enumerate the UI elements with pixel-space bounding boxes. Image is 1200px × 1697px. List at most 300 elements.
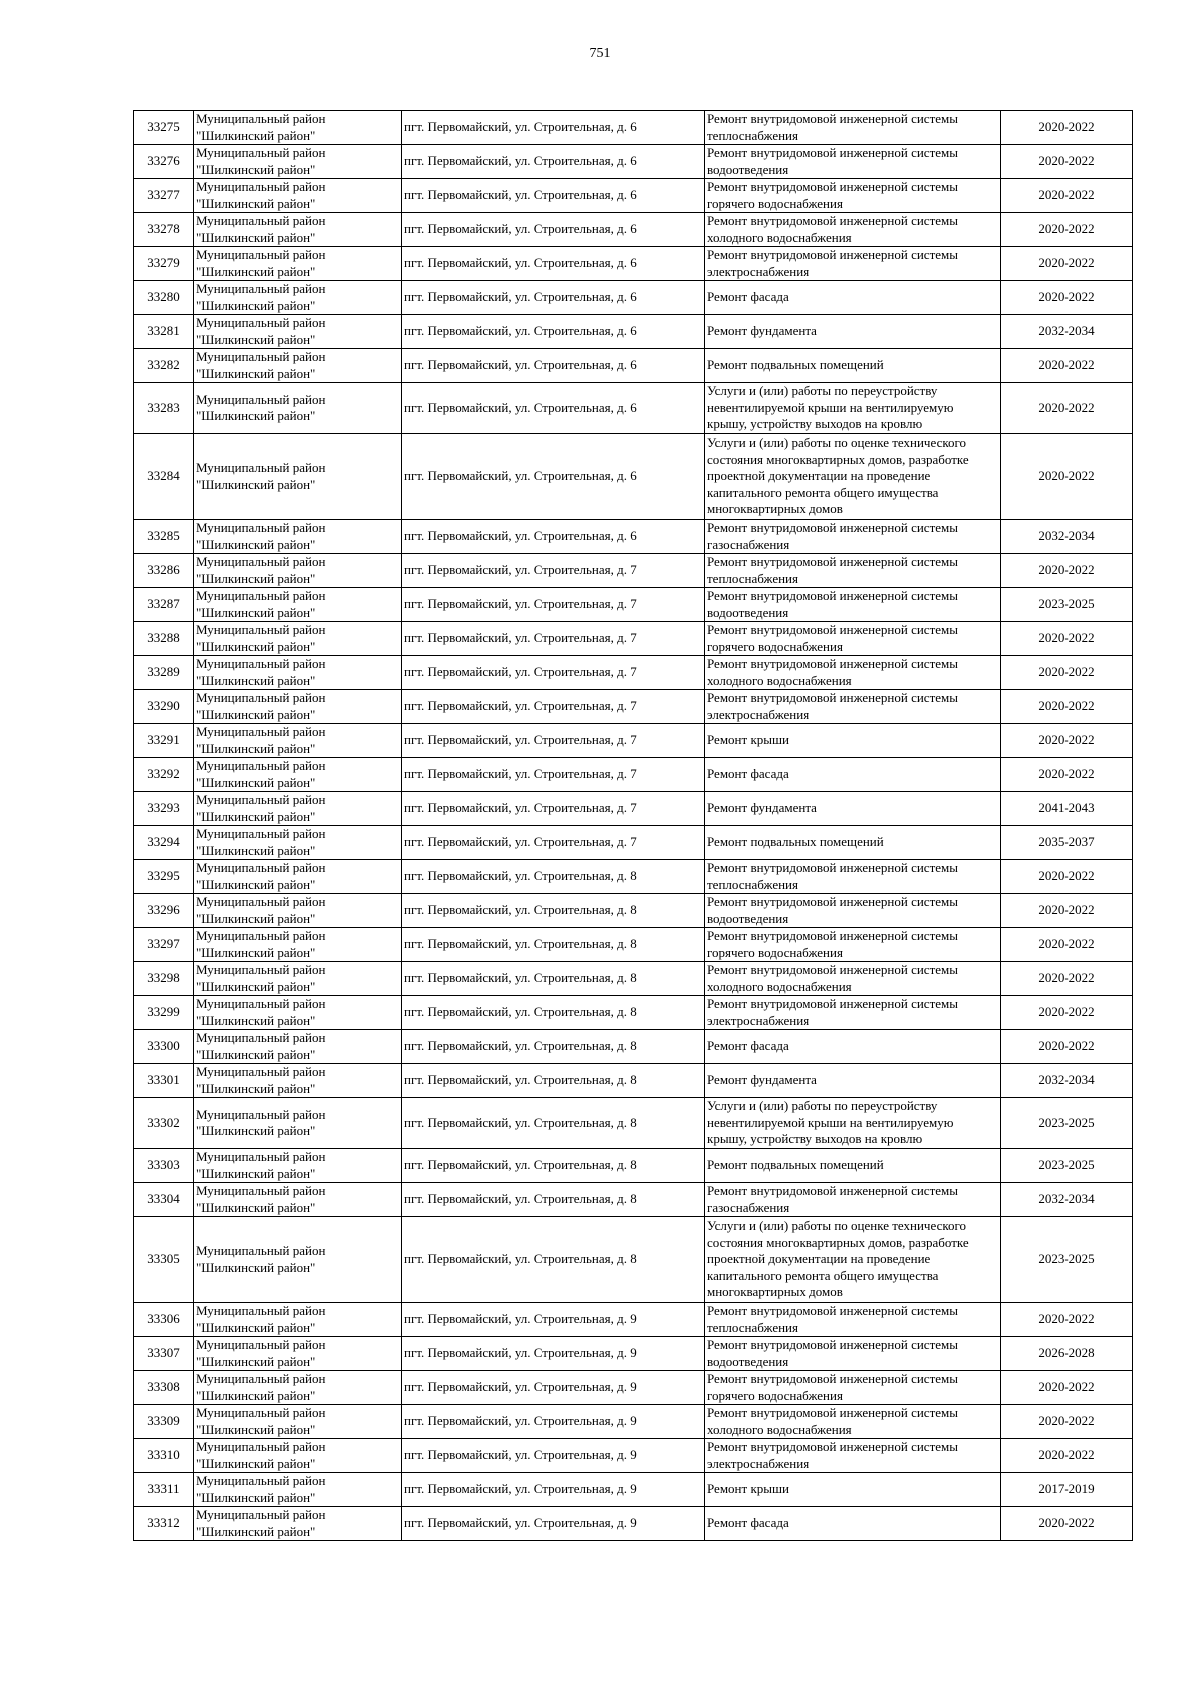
municipality-line: "Шилкинский район" (196, 706, 316, 722)
table-row (134, 111, 1133, 145)
work-type-cell (705, 1303, 1001, 1337)
table-row (134, 554, 1133, 588)
table-row (134, 1371, 1133, 1405)
table-row (134, 247, 1133, 281)
municipality-cell (194, 758, 402, 792)
table-row (134, 213, 1133, 247)
municipality-line: Муниципальный район (196, 928, 326, 943)
municipality-line: "Шилкинский район" (196, 604, 316, 620)
row-number: 33296 (134, 894, 194, 928)
address-cell: пгт. Первомайский, ул. Строительная, д. 8 (402, 860, 705, 894)
work-type-cell (705, 520, 1001, 554)
row-number: 33275 (134, 111, 194, 145)
municipality-cell (194, 826, 402, 860)
period-cell: 2023-2025 (1001, 1149, 1133, 1183)
table-row (134, 928, 1133, 962)
work-type-line: Ремонт внутридомовой инженерной системы (707, 928, 958, 943)
work-type-line: Ремонт внутридомовой инженерной системы (707, 1183, 958, 1198)
address-cell: пгт. Первомайский, ул. Строительная, д. 7 (402, 656, 705, 690)
municipality-cell (194, 434, 402, 520)
work-type-line: водоотведения (707, 910, 789, 926)
address-cell: пгт. Первомайский, ул. Строительная, д. 7 (402, 724, 705, 758)
municipality-line: "Шилкинский район" (196, 476, 316, 492)
address-cell: пгт. Первомайский, ул. Строительная, д. 6 (402, 179, 705, 213)
municipality-line: "Шилкинский район" (196, 161, 316, 177)
table-row (134, 622, 1133, 656)
municipality-line: Муниципальный район (196, 860, 326, 875)
municipality-line: Муниципальный район (196, 1149, 326, 1164)
row-number: 33283 (134, 383, 194, 434)
work-type-line: электроснабжения (707, 1012, 810, 1028)
row-number: 33291 (134, 724, 194, 758)
work-type-line: Ремонт внутридомовой инженерной системы (707, 520, 958, 535)
municipality-line: "Шилкинский район" (196, 910, 316, 926)
work-type-cell (705, 179, 1001, 213)
table-row (134, 281, 1133, 315)
work-type-cell (705, 1030, 1001, 1064)
row-number: 33276 (134, 145, 194, 179)
row-number: 33306 (134, 1303, 194, 1337)
row-number: 33300 (134, 1030, 194, 1064)
municipality-line: Муниципальный район (196, 349, 326, 364)
work-type-line: состояния многоквартирных домов, разработке (707, 1234, 969, 1250)
table-row (134, 690, 1133, 724)
repair-schedule-table (133, 110, 1133, 1541)
period-cell: 2023-2025 (1001, 588, 1133, 622)
municipality-line: Муниципальный район (196, 758, 326, 773)
address-cell: пгт. Первомайский, ул. Строительная, д. 8 (402, 1064, 705, 1098)
row-number: 33279 (134, 247, 194, 281)
work-type-cell (705, 860, 1001, 894)
row-number: 33302 (134, 1098, 194, 1149)
municipality-line: Муниципальный район (196, 1030, 326, 1045)
municipality-line: "Шилкинский район" (196, 127, 316, 143)
period-cell: 2023-2025 (1001, 1217, 1133, 1303)
table-row (134, 758, 1133, 792)
work-type-line: Услуги и (или) работы по оценке технического (707, 1218, 966, 1234)
municipality-line: "Шилкинский район" (196, 1259, 316, 1275)
municipality-line: "Шилкинский район" (196, 638, 316, 654)
work-type-cell (705, 928, 1001, 962)
address-cell: пгт. Первомайский, ул. Строительная, д. 8 (402, 1217, 705, 1303)
row-number: 33312 (134, 1507, 194, 1541)
row-number: 33286 (134, 554, 194, 588)
municipality-line: Муниципальный район (196, 1303, 326, 1318)
work-type-line: Ремонт внутридомовой инженерной системы (707, 962, 958, 977)
municipality-line: "Шилкинский район" (196, 876, 316, 892)
municipality-line: "Шилкинский район" (196, 263, 316, 279)
row-number: 33280 (134, 281, 194, 315)
period-cell: 2020-2022 (1001, 434, 1133, 520)
period-cell: 2020-2022 (1001, 996, 1133, 1030)
municipality-line: Муниципальный район (196, 962, 326, 977)
work-type-line: Ремонт внутридомовой инженерной системы (707, 1439, 958, 1454)
address-cell: пгт. Первомайский, ул. Строительная, д. 6 (402, 281, 705, 315)
municipality-cell (194, 1098, 402, 1149)
work-type-line: Ремонт внутридомовой инженерной системы (707, 213, 958, 228)
work-type-cell (705, 315, 1001, 349)
address-cell: пгт. Первомайский, ул. Строительная, д. 8 (402, 894, 705, 928)
row-number: 33284 (134, 434, 194, 520)
municipality-line: "Шилкинский район" (196, 1319, 316, 1335)
period-cell: 2020-2022 (1001, 349, 1133, 383)
row-number: 33310 (134, 1439, 194, 1473)
work-type-cell (705, 1507, 1001, 1541)
table-body (134, 111, 1133, 1541)
row-number: 33282 (134, 349, 194, 383)
work-type-cell (705, 213, 1001, 247)
municipality-line: Муниципальный район (196, 391, 326, 407)
municipality-cell (194, 111, 402, 145)
municipality-line: Муниципальный район (196, 996, 326, 1011)
municipality-cell (194, 247, 402, 281)
municipality-line: Муниципальный район (196, 894, 326, 909)
municipality-cell (194, 213, 402, 247)
work-type-cell (705, 1371, 1001, 1405)
municipality-line: "Шилкинский район" (196, 570, 316, 586)
period-cell: 2020-2022 (1001, 962, 1133, 996)
municipality-cell (194, 179, 402, 213)
work-type-line: Ремонт фундамента (707, 323, 817, 339)
work-type-line: Ремонт крыши (707, 1481, 789, 1497)
municipality-line: "Шилкинский район" (196, 1523, 316, 1539)
row-number: 33305 (134, 1217, 194, 1303)
municipality-cell (194, 1064, 402, 1098)
row-number: 33292 (134, 758, 194, 792)
address-cell: пгт. Первомайский, ул. Строительная, д. 8 (402, 996, 705, 1030)
municipality-cell (194, 1149, 402, 1183)
municipality-line: Муниципальный район (196, 1106, 326, 1122)
work-type-cell (705, 724, 1001, 758)
address-cell: пгт. Первомайский, ул. Строительная, д. 7 (402, 622, 705, 656)
municipality-cell (194, 724, 402, 758)
work-type-line: проектной документации на проведение (707, 1251, 931, 1267)
table-row (134, 894, 1133, 928)
municipality-line: Муниципальный район (196, 656, 326, 671)
work-type-cell (705, 554, 1001, 588)
table-row (134, 1405, 1133, 1439)
address-cell: пгт. Первомайский, ул. Строительная, д. 9 (402, 1405, 705, 1439)
work-type-line: Ремонт внутридомовой инженерной системы (707, 894, 958, 909)
table-row (134, 315, 1133, 349)
work-type-line: водоотведения (707, 161, 789, 177)
table-row (134, 1303, 1133, 1337)
row-number: 33287 (134, 588, 194, 622)
work-type-line: Ремонт внутридомовой инженерной системы (707, 690, 958, 705)
work-type-line: электроснабжения (707, 1455, 810, 1471)
table-row (134, 996, 1133, 1030)
work-type-line: водоотведения (707, 604, 789, 620)
address-cell: пгт. Первомайский, ул. Строительная, д. 7 (402, 588, 705, 622)
municipality-line: "Шилкинский район" (196, 331, 316, 347)
address-cell: пгт. Первомайский, ул. Строительная, д. 6 (402, 145, 705, 179)
address-cell: пгт. Первомайский, ул. Строительная, д. 7 (402, 826, 705, 860)
address-cell: пгт. Первомайский, ул. Строительная, д. 8 (402, 1149, 705, 1183)
period-cell: 2032-2034 (1001, 1064, 1133, 1098)
work-type-line: Услуги и (или) работы по переустройству (707, 1098, 938, 1114)
row-number: 33285 (134, 520, 194, 554)
work-type-cell (705, 588, 1001, 622)
period-cell: 2020-2022 (1001, 1405, 1133, 1439)
table-row (134, 434, 1133, 520)
row-number: 33278 (134, 213, 194, 247)
municipality-line: "Шилкинский район" (196, 297, 316, 313)
period-cell: 2020-2022 (1001, 1371, 1133, 1405)
work-type-line: Ремонт внутридомовой инженерной системы (707, 860, 958, 875)
municipality-cell (194, 1405, 402, 1439)
municipality-cell (194, 1217, 402, 1303)
municipality-line: Муниципальный район (196, 1371, 326, 1386)
municipality-line: "Шилкинский район" (196, 944, 316, 960)
table-row (134, 1337, 1133, 1371)
municipality-line: Муниципальный район (196, 1243, 326, 1258)
address-cell: пгт. Первомайский, ул. Строительная, д. 6 (402, 111, 705, 145)
municipality-line: Муниципальный район (196, 1473, 326, 1488)
work-type-line: Ремонт внутридомовой инженерной системы (707, 996, 958, 1011)
work-type-line: холодного водоснабжения (707, 229, 852, 245)
period-cell: 2020-2022 (1001, 383, 1133, 434)
work-type-line: электроснабжения (707, 263, 810, 279)
municipality-cell (194, 690, 402, 724)
municipality-line: Муниципальный район (196, 179, 326, 194)
municipality-cell (194, 1337, 402, 1371)
work-type-line: Ремонт внутридомовой инженерной системы (707, 111, 958, 126)
table-row (134, 826, 1133, 860)
work-type-line: Ремонт внутридомовой инженерной системы (707, 588, 958, 603)
work-type-line: холодного водоснабжения (707, 1421, 852, 1437)
municipality-cell (194, 928, 402, 962)
municipality-line: Муниципальный район (196, 111, 326, 126)
period-cell: 2023-2025 (1001, 1098, 1133, 1149)
municipality-cell (194, 315, 402, 349)
table-row (134, 724, 1133, 758)
municipality-cell (194, 383, 402, 434)
work-type-cell (705, 622, 1001, 656)
municipality-line: Муниципальный район (196, 315, 326, 330)
work-type-line: Ремонт внутридомовой инженерной системы (707, 145, 958, 160)
address-cell: пгт. Первомайский, ул. Строительная, д. 9 (402, 1439, 705, 1473)
work-type-cell (705, 383, 1001, 434)
table-row (134, 383, 1133, 434)
row-number: 33281 (134, 315, 194, 349)
municipality-cell (194, 622, 402, 656)
address-cell: пгт. Первомайский, ул. Строительная, д. 7 (402, 690, 705, 724)
work-type-cell (705, 1473, 1001, 1507)
work-type-line: Ремонт фундамента (707, 800, 817, 816)
work-type-line: Ремонт фасада (707, 766, 789, 782)
table-row (134, 656, 1133, 690)
row-number: 33298 (134, 962, 194, 996)
table-row (134, 1064, 1133, 1098)
municipality-cell (194, 281, 402, 315)
municipality-cell (194, 1303, 402, 1337)
period-cell: 2020-2022 (1001, 145, 1133, 179)
municipality-cell (194, 656, 402, 690)
work-type-line: горячего водоснабжения (707, 195, 843, 211)
address-cell: пгт. Первомайский, ул. Строительная, д. 8 (402, 962, 705, 996)
work-type-line: электроснабжения (707, 706, 810, 722)
table-row (134, 1507, 1133, 1541)
work-type-cell (705, 434, 1001, 520)
table-row (134, 179, 1133, 213)
municipality-line: Муниципальный район (196, 1183, 326, 1198)
municipality-line: "Шилкинский район" (196, 1421, 316, 1437)
work-type-line: Ремонт внутридомовой инженерной системы (707, 1337, 958, 1352)
period-cell: 2032-2034 (1001, 520, 1133, 554)
work-type-cell (705, 1439, 1001, 1473)
page-number: 751 (589, 46, 611, 61)
municipality-line: Муниципальный район (196, 826, 326, 841)
municipality-line: "Шилкинский район" (196, 1046, 316, 1062)
period-cell: 2020-2022 (1001, 1303, 1133, 1337)
work-type-line: Ремонт фасада (707, 289, 789, 305)
municipality-line: "Шилкинский район" (196, 1387, 316, 1403)
period-cell: 2017-2019 (1001, 1473, 1133, 1507)
work-type-cell (705, 690, 1001, 724)
work-type-line: Ремонт подвальных помещений (707, 834, 884, 850)
work-type-line: Ремонт внутридомовой инженерной системы (707, 554, 958, 569)
work-type-cell (705, 1337, 1001, 1371)
period-cell: 2020-2022 (1001, 724, 1133, 758)
work-type-cell (705, 996, 1001, 1030)
municipality-line: "Шилкинский район" (196, 195, 316, 211)
period-cell: 2020-2022 (1001, 656, 1133, 690)
work-type-cell (705, 1217, 1001, 1303)
municipality-line: Муниципальный район (196, 281, 326, 296)
address-cell: пгт. Первомайский, ул. Строительная, д. 8 (402, 1030, 705, 1064)
address-cell: пгт. Первомайский, ул. Строительная, д. 6 (402, 434, 705, 520)
municipality-cell (194, 792, 402, 826)
municipality-cell (194, 860, 402, 894)
municipality-line: Муниципальный район (196, 690, 326, 705)
municipality-line: "Шилкинский район" (196, 1165, 316, 1181)
address-cell: пгт. Первомайский, ул. Строительная, д. 6 (402, 315, 705, 349)
row-number: 33295 (134, 860, 194, 894)
work-type-cell (705, 758, 1001, 792)
address-cell: пгт. Первомайский, ул. Строительная, д. 7 (402, 792, 705, 826)
municipality-line: Муниципальный район (196, 213, 326, 228)
period-cell: 2020-2022 (1001, 213, 1133, 247)
municipality-line: "Шилкинский район" (196, 1080, 316, 1096)
municipality-line: "Шилкинский район" (196, 740, 316, 756)
table-row (134, 1183, 1133, 1217)
municipality-line: Муниципальный район (196, 792, 326, 807)
table-row (134, 1217, 1133, 1303)
address-cell: пгт. Первомайский, ул. Строительная, д. 6 (402, 349, 705, 383)
work-type-cell (705, 894, 1001, 928)
address-cell: пгт. Первомайский, ул. Строительная, д. 9 (402, 1303, 705, 1337)
address-cell: пгт. Первомайский, ул. Строительная, д. 9 (402, 1337, 705, 1371)
row-number: 33288 (134, 622, 194, 656)
municipality-line: "Шилкинский район" (196, 978, 316, 994)
work-type-line: Ремонт внутридомовой инженерной системы (707, 656, 958, 671)
row-number: 33307 (134, 1337, 194, 1371)
work-type-line: крышу, устройству выходов на кровлю (707, 416, 923, 432)
work-type-cell (705, 1064, 1001, 1098)
work-type-line: холодного водоснабжения (707, 672, 852, 688)
work-type-line: невентилируемой крыши на вентилируемую (707, 399, 954, 415)
period-cell: 2035-2037 (1001, 826, 1133, 860)
municipality-cell (194, 1439, 402, 1473)
period-cell: 2020-2022 (1001, 1507, 1133, 1541)
work-type-cell (705, 111, 1001, 145)
row-number: 33297 (134, 928, 194, 962)
work-type-line: горячего водоснабжения (707, 1387, 843, 1403)
address-cell: пгт. Первомайский, ул. Строительная, д. 6 (402, 213, 705, 247)
table-row (134, 1098, 1133, 1149)
row-number: 33311 (134, 1473, 194, 1507)
municipality-line: "Шилкинский район" (196, 408, 316, 423)
work-type-line: Ремонт фасада (707, 1038, 789, 1054)
municipality-cell (194, 894, 402, 928)
row-number: 33277 (134, 179, 194, 213)
period-cell: 2020-2022 (1001, 758, 1133, 792)
work-type-line: газоснабжения (707, 536, 790, 552)
work-type-line: Ремонт внутридомовой инженерной системы (707, 1405, 958, 1420)
work-type-line: Ремонт фасада (707, 1515, 789, 1531)
table-row (134, 1439, 1133, 1473)
period-cell: 2020-2022 (1001, 894, 1133, 928)
address-cell: пгт. Первомайский, ул. Строительная, д. 8 (402, 928, 705, 962)
period-cell: 2020-2022 (1001, 111, 1133, 145)
work-type-line: Ремонт внутридомовой инженерной системы (707, 622, 958, 637)
work-type-line: газоснабжения (707, 1199, 790, 1215)
municipality-line: "Шилкинский район" (196, 1199, 316, 1215)
work-type-cell (705, 1098, 1001, 1149)
table-row (134, 349, 1133, 383)
work-type-line: Ремонт подвальных помещений (707, 357, 884, 373)
work-type-line: Ремонт крыши (707, 732, 789, 748)
work-type-cell (705, 656, 1001, 690)
municipality-cell (194, 520, 402, 554)
address-cell: пгт. Первомайский, ул. Строительная, д. 9 (402, 1473, 705, 1507)
work-type-line: горячего водоснабжения (707, 944, 843, 960)
work-type-line: проектной документации на проведение (707, 468, 931, 484)
municipality-line: "Шилкинский район" (196, 1012, 316, 1028)
period-cell: 2020-2022 (1001, 179, 1133, 213)
work-type-cell (705, 281, 1001, 315)
work-type-line: Ремонт внутридомовой инженерной системы (707, 1303, 958, 1318)
period-cell: 2020-2022 (1001, 554, 1133, 588)
municipality-line: Муниципальный район (196, 520, 326, 535)
row-number: 33294 (134, 826, 194, 860)
period-cell: 2041-2043 (1001, 792, 1133, 826)
row-number: 33301 (134, 1064, 194, 1098)
municipality-line: Муниципальный район (196, 554, 326, 569)
municipality-line: Муниципальный район (196, 247, 326, 262)
municipality-line: Муниципальный район (196, 1405, 326, 1420)
municipality-line: "Шилкинский район" (196, 774, 316, 790)
period-cell: 2020-2022 (1001, 860, 1133, 894)
municipality-cell (194, 1030, 402, 1064)
work-type-line: Ремонт фундамента (707, 1072, 817, 1088)
work-type-line: крышу, устройству выходов на кровлю (707, 1131, 923, 1147)
work-type-line: холодного водоснабжения (707, 978, 852, 994)
municipality-line: Муниципальный район (196, 622, 326, 637)
work-type-line: Ремонт внутридомовой инженерной системы (707, 247, 958, 262)
municipality-cell (194, 588, 402, 622)
work-type-cell (705, 962, 1001, 996)
municipality-cell (194, 1507, 402, 1541)
municipality-cell (194, 145, 402, 179)
work-type-line: капитального ремонта общего имущества (707, 1267, 939, 1283)
period-cell: 2032-2034 (1001, 1183, 1133, 1217)
work-type-cell (705, 1183, 1001, 1217)
work-type-line: капитального ремонта общего имущества (707, 484, 939, 500)
row-number: 33303 (134, 1149, 194, 1183)
work-type-line: Ремонт внутридомовой инженерной системы (707, 1371, 958, 1386)
address-cell: пгт. Первомайский, ул. Строительная, д. 8 (402, 1098, 705, 1149)
